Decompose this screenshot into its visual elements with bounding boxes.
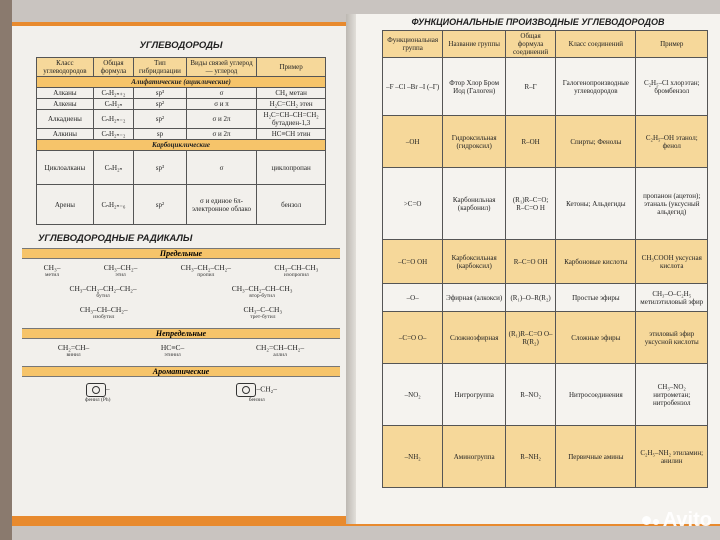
cell: CₙH₂ₙ₊₂ (93, 88, 133, 99)
cell: Нитрогруппа (443, 364, 506, 426)
radical-butyl: CH₃–CH₂–CH₂–CH₂– бутил (69, 284, 137, 299)
cell: Алкины (37, 129, 94, 140)
cell: R–NO₂ (506, 364, 556, 426)
band-carbocyclic: Карбоциклические (37, 140, 326, 151)
cell: H₂C=CH₂ этен (257, 99, 326, 110)
cell: CₙH₂ₙ₋₂ (93, 129, 133, 140)
cell: Нитросоединения (556, 364, 636, 426)
band-saturated: Предельные (22, 248, 340, 259)
cell: бензол (257, 185, 326, 225)
th-example: Пример (636, 31, 708, 58)
cell: –O– (383, 284, 443, 312)
avito-watermark (642, 509, 712, 532)
th-hybrid: Тип гибридизации (134, 58, 187, 77)
cell: σ и 2π (186, 129, 256, 140)
cell: CH₃–O–C₂H₅ метилэтиловый эфир (636, 284, 708, 312)
cell: sp³ (134, 151, 187, 185)
th-group: Функциональная группа (383, 31, 443, 58)
cell: Гидроксильная (гидроксил) (443, 116, 506, 168)
cell: пропанон (ацетон); этаналь (уксусный альдегид) (636, 168, 708, 240)
cell: sp³ (134, 88, 187, 99)
cell: –OH (383, 116, 443, 168)
cell: H₂C=CH–CH=CH₂ бутадиен-1,3 (257, 110, 326, 129)
th-class: Класс углеводородов (37, 58, 94, 77)
right-title: ФУНКЦИОНАЛЬНЫЕ ПРОИЗВОДНЫЕ УГЛЕВОДОРОДОВ (411, 17, 665, 27)
radical-ethynyl: HC≡C– этинил (160, 343, 185, 358)
cell: CₙH₂ₙ₋₆ (93, 185, 133, 225)
cell: CH₄ метан (257, 88, 326, 99)
cell: Карбоновые кислоты (556, 240, 636, 284)
radical-allyl: CH₂=CH–CH₂– аллил (255, 343, 305, 358)
cell: Сложноэфирная (443, 312, 506, 364)
watermark-text: Avito (662, 509, 712, 531)
cell: (R₁)R–C=O O–R(R₂) (506, 312, 556, 364)
cell: σ и единое 6π-электронное облако (186, 185, 256, 225)
cell: –NO₂ (383, 364, 443, 426)
cell: σ (186, 151, 256, 185)
benzene-ring-icon (236, 383, 256, 397)
cell: σ и 2π (186, 110, 256, 129)
cell: σ и π (186, 99, 256, 110)
th-bonds: Виды связей углерод — углерод (186, 58, 256, 77)
right-page (356, 14, 720, 524)
cell: sp² (134, 110, 187, 129)
radical-benzyl: –CH₂– бензил (236, 383, 277, 403)
cell: σ (186, 88, 256, 99)
radical-vinyl: CH₂=CH– винил (57, 343, 90, 358)
radical-propyl: CH₃–CH₂–CH₂– пропил (180, 263, 232, 278)
cell: Карбоксильная (карбоксил) (443, 240, 506, 284)
cell: Алканы (37, 88, 94, 99)
cell: R–OH (506, 116, 556, 168)
cell: C₂H₅–NH₂ этиламин; анилин (636, 426, 708, 488)
band-aromatic: Ароматические (22, 366, 340, 377)
cell: Галогенопроизводные углеводородов (556, 58, 636, 116)
cell: R–NH₂ (506, 426, 556, 488)
cell: –C=O O– (383, 312, 443, 364)
cell: sp² (134, 99, 187, 110)
left-title: УГЛЕВОДОРОДЫ (139, 40, 223, 51)
derivatives-table (382, 30, 708, 488)
cell: –F –Cl –Br –I (–Г) (383, 58, 443, 116)
cell: R–Г (506, 58, 556, 116)
cell: –C=O OH (383, 240, 443, 284)
cell: R–C=O OH (506, 240, 556, 284)
cell: Карбонильная (карбонил) (443, 168, 506, 240)
left-page (12, 26, 350, 516)
cell: Фтор Хлор Бром Иод (Галоген) (443, 58, 506, 116)
radical-isopropyl: CH₃–CH–CH₃ изопропил (274, 263, 319, 278)
hydrocarbons-table (36, 57, 326, 225)
book-spine (0, 0, 12, 540)
cell: C₂H₅–OH этанол; фенол (636, 116, 708, 168)
cell: sp² (134, 185, 187, 225)
th-formula: Общая формула (93, 58, 133, 77)
cell: CₙH₂ₙ₋₂ (93, 110, 133, 129)
cell: Арены (37, 185, 94, 225)
radical-ethyl: CH₃–CH₂– этил (103, 263, 138, 278)
th-general: Общая формула соединений (506, 31, 556, 58)
cell: Сложные эфиры (556, 312, 636, 364)
th-name: Название группы (443, 31, 506, 58)
avito-logo-icon (642, 516, 659, 525)
cell: Аминогруппа (443, 426, 506, 488)
cell: Спирты; Фенолы (556, 116, 636, 168)
band-unsaturated: Непредельные (22, 328, 340, 339)
benzene-ring-icon (86, 383, 106, 397)
cell: >C=O (383, 168, 443, 240)
th-example: Пример (257, 58, 326, 77)
cell: sp (134, 129, 187, 140)
cell: этиловый эфир уксусной кислоты (636, 312, 708, 364)
cell: CH₃–NO₂ нитрометан; нитробензол (636, 364, 708, 426)
radical-phenyl: – фенил (Ph) (84, 384, 111, 403)
band-aliphatic: Алифатические (ациклические) (37, 77, 326, 88)
cell: C₂H₅–Cl хлорэтан; бромбензол (636, 58, 708, 116)
cell: HC≡CH этин (257, 129, 326, 140)
cell: –NH₂ (383, 426, 443, 488)
th-class: Класс соединений (556, 31, 636, 58)
cell: CₙH₂ₙ (93, 151, 133, 185)
cell: циклопропан (257, 151, 326, 185)
radical-sec-butyl: CH₃–CH₂–CH–CH₃ втор-бутил (231, 284, 293, 299)
radical-isobutyl: CH₃–CH–CH₂– изобутил (79, 305, 128, 320)
cell: CH₃COOH уксусная кислота (636, 240, 708, 284)
cell: CₙH₂ₙ (93, 99, 133, 110)
radicals-title: УГЛЕВОДОРОДНЫЕ РАДИКАЛЫ (38, 233, 193, 244)
radical-methyl: CH₃– метил (43, 263, 61, 278)
cell: Простые эфиры (556, 284, 636, 312)
cell: Кетоны; Альдегиды (556, 168, 636, 240)
cell: (R₁)R–C=O; R–C=O H (506, 168, 556, 240)
cell: Первичные амины (556, 426, 636, 488)
cell: Эфирная (алкокси) (443, 284, 506, 312)
radical-tert-butyl: CH₃–C–CH₃ трет-бутил (243, 305, 283, 320)
cell: (R₁)–O–R(R₂) (506, 284, 556, 312)
cell: Алкены (37, 99, 94, 110)
cell: Циклоалканы (37, 151, 94, 185)
cell: Алкадиены (37, 110, 94, 129)
